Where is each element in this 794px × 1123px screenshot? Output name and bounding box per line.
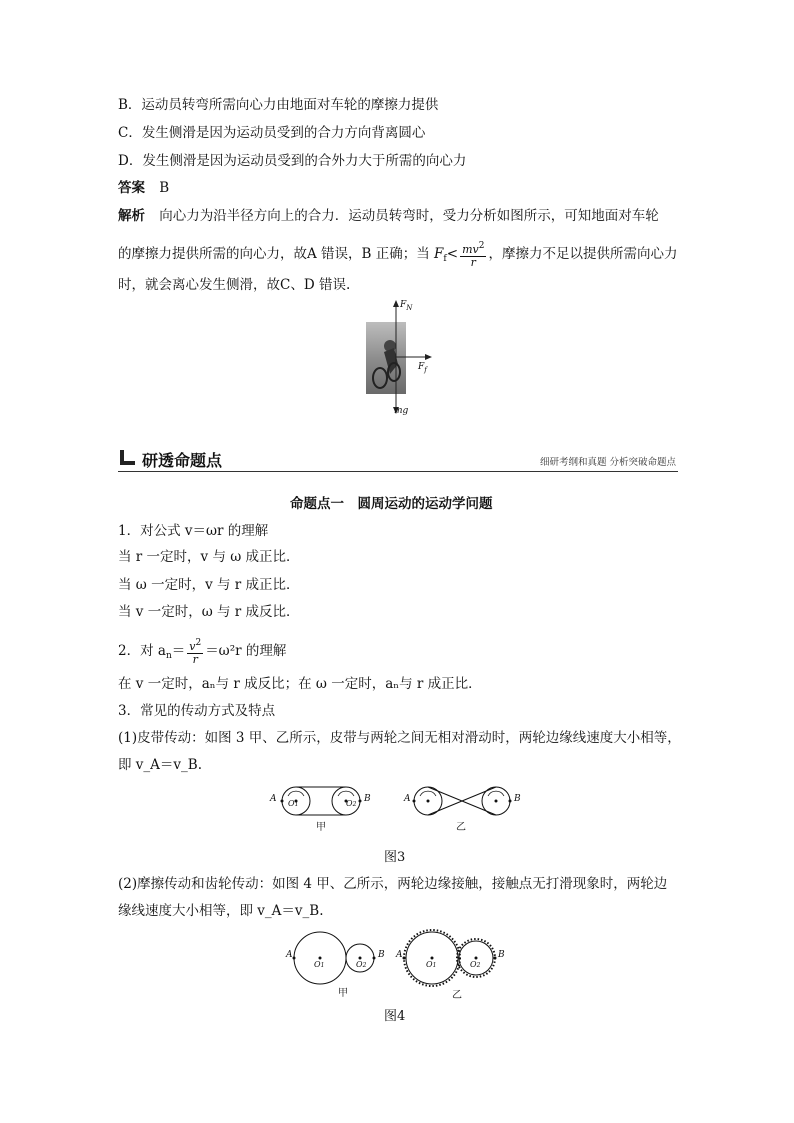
- frac-sup: 2: [478, 241, 485, 251]
- cyclist-photo: [360, 298, 440, 418]
- fig3-o1-letter: O: [288, 799, 295, 808]
- fig4-caption: 图4: [384, 1009, 406, 1024]
- item-3b-line2: 缘线速度大小相等，即 v_A＝v_B.: [118, 903, 324, 919]
- fig4-o1a: [314, 960, 324, 969]
- fig3-o2-letter: O: [346, 799, 353, 808]
- frac-denominator: r: [470, 256, 476, 269]
- ff-sub: f: [424, 366, 427, 374]
- fig4-jia: 甲: [338, 988, 348, 999]
- banner-underline: [118, 471, 678, 472]
- fig3-o1-sub: 1: [294, 801, 299, 808]
- fig3-label-a2: A: [404, 794, 411, 804]
- friction-sub: f: [443, 254, 447, 264]
- section-title: 命题点一 圆周运动的运动学问题: [290, 496, 493, 512]
- fn-sub: N: [406, 304, 413, 312]
- item-1: 1．对公式 v＝ωr 的理解: [118, 523, 269, 539]
- analysis-text2b: ，摩擦力不足以提供所需向心力: [488, 246, 678, 262]
- option-d: D．发生侧滑是因为运动员受到的合外力大于所需的向心力: [118, 153, 467, 169]
- item-3: 3．常见的传动方式及特点: [118, 703, 276, 719]
- answer-line: [118, 179, 169, 197]
- item-2-sub: n: [165, 651, 172, 661]
- item-2-sup: 2: [195, 638, 202, 648]
- banner-subtitle: 细研考纲和真题 分析突破命题点: [539, 457, 676, 468]
- fig4-o2b-sub: 2: [476, 962, 481, 969]
- item-2-den: r: [192, 653, 198, 666]
- fig4-o1b: [426, 960, 436, 969]
- item-2: [118, 637, 286, 666]
- answer-value: B: [159, 180, 170, 196]
- frac-numerator: mv: [462, 243, 479, 256]
- fig3-yi: 乙: [456, 822, 466, 833]
- item-1a: 当 r 一定时，v 与 ω 成正比．: [118, 549, 300, 565]
- banner-title: 研透命题点: [142, 451, 223, 470]
- fig4-o1b-sub: 1: [432, 962, 437, 969]
- section-banner: [118, 446, 678, 472]
- fig3-label-a1: A: [270, 794, 277, 804]
- fig4-o1b-letter: O: [426, 960, 433, 969]
- option-c: C．发生侧滑是因为运动员受到的合力方向背离圆心: [118, 125, 426, 141]
- label-ff: [418, 362, 427, 374]
- fig3-jia: 甲: [316, 822, 326, 833]
- item-2-num: v: [189, 640, 196, 653]
- item-2-eq: ＝: [171, 643, 186, 659]
- fig3-o2: [346, 799, 356, 808]
- item-3a-line1: (1)皮带传动：如图 3 甲、乙所示，皮带与两轮之间无相对滑动时，两轮边缘线速度大小相等，: [118, 730, 681, 746]
- fig3-o1: [288, 799, 298, 808]
- option-b: B．运动员转弯所需向心力由地面对车轮的摩擦力提供: [118, 97, 439, 113]
- label-mg: mg: [394, 406, 409, 416]
- fig4-o2b: [470, 960, 480, 969]
- banner-square-icon: [120, 450, 135, 465]
- item-1c: 当 v 一定时，ω 与 r 成反比．: [118, 604, 300, 620]
- centripetal-fraction: [460, 240, 486, 269]
- fig4-yi: 乙: [452, 990, 462, 1001]
- item-2a: 在 v 一定时，aₙ与 r 成反比；在 ω 一定时，aₙ与 r 成正比．: [118, 676, 482, 692]
- item-3a-line2: 即 v_A＝v_B.: [118, 757, 203, 773]
- fig4-o1a-letter: O: [314, 960, 321, 969]
- fig4-o1a-sub: 1: [320, 962, 325, 969]
- ff-symbol: F: [418, 362, 425, 372]
- item-3b-line1: (2)摩擦传动和齿轮传动：如图 4 甲、乙所示，两轮边缘接触，接触点无打滑现象时，两轮边: [118, 876, 668, 892]
- label-fn: [400, 300, 412, 312]
- fig4-label-a2: A: [396, 950, 403, 960]
- fig4-label-b2: B: [498, 950, 505, 960]
- fig3-label-b1: B: [364, 794, 371, 804]
- answer-label: 答案: [118, 180, 145, 196]
- figure-3: [264, 784, 534, 832]
- item-2-pre: 2．对 a: [118, 643, 166, 659]
- item-1b: 当 ω 一定时，v 与 r 成正比．: [118, 577, 300, 593]
- fig4-o2a-letter: O: [356, 960, 363, 969]
- analysis-text2a: 的摩擦力提供所需的向心力，故A 错误，B 正确；当: [118, 246, 435, 262]
- fig3-label-b2: B: [514, 794, 521, 804]
- fig4-o2b-letter: O: [470, 960, 477, 969]
- fig3-caption: 图3: [384, 850, 406, 865]
- analysis-label: 解析: [118, 208, 145, 224]
- analysis-line2: [118, 240, 677, 269]
- item-2-post: ＝ω²r 的理解: [205, 643, 287, 659]
- fig4-o2a-sub: 2: [362, 962, 367, 969]
- analysis-line1: [118, 207, 659, 225]
- force-diagram: [360, 298, 440, 418]
- analysis-line3: 时，就会离心发生侧滑，故C、D 错误.: [118, 277, 351, 293]
- less-than: <: [446, 246, 459, 262]
- fn-symbol: F: [400, 300, 407, 310]
- analysis-text1: 向心力为沿半径方向上的合力．运动员转弯时，受力分析如图所示，可知地面对车轮: [159, 208, 659, 224]
- fig3-o2-sub: 2: [352, 801, 357, 808]
- fig4-label-a1: A: [286, 950, 293, 960]
- figure-4: [284, 926, 524, 1001]
- belt-drive-diagram: [264, 784, 534, 832]
- friction-symbol: F: [434, 246, 444, 262]
- item-2-fraction: [187, 637, 203, 666]
- fig4-label-b1: B: [378, 950, 385, 960]
- fig4-o2a: [356, 960, 366, 969]
